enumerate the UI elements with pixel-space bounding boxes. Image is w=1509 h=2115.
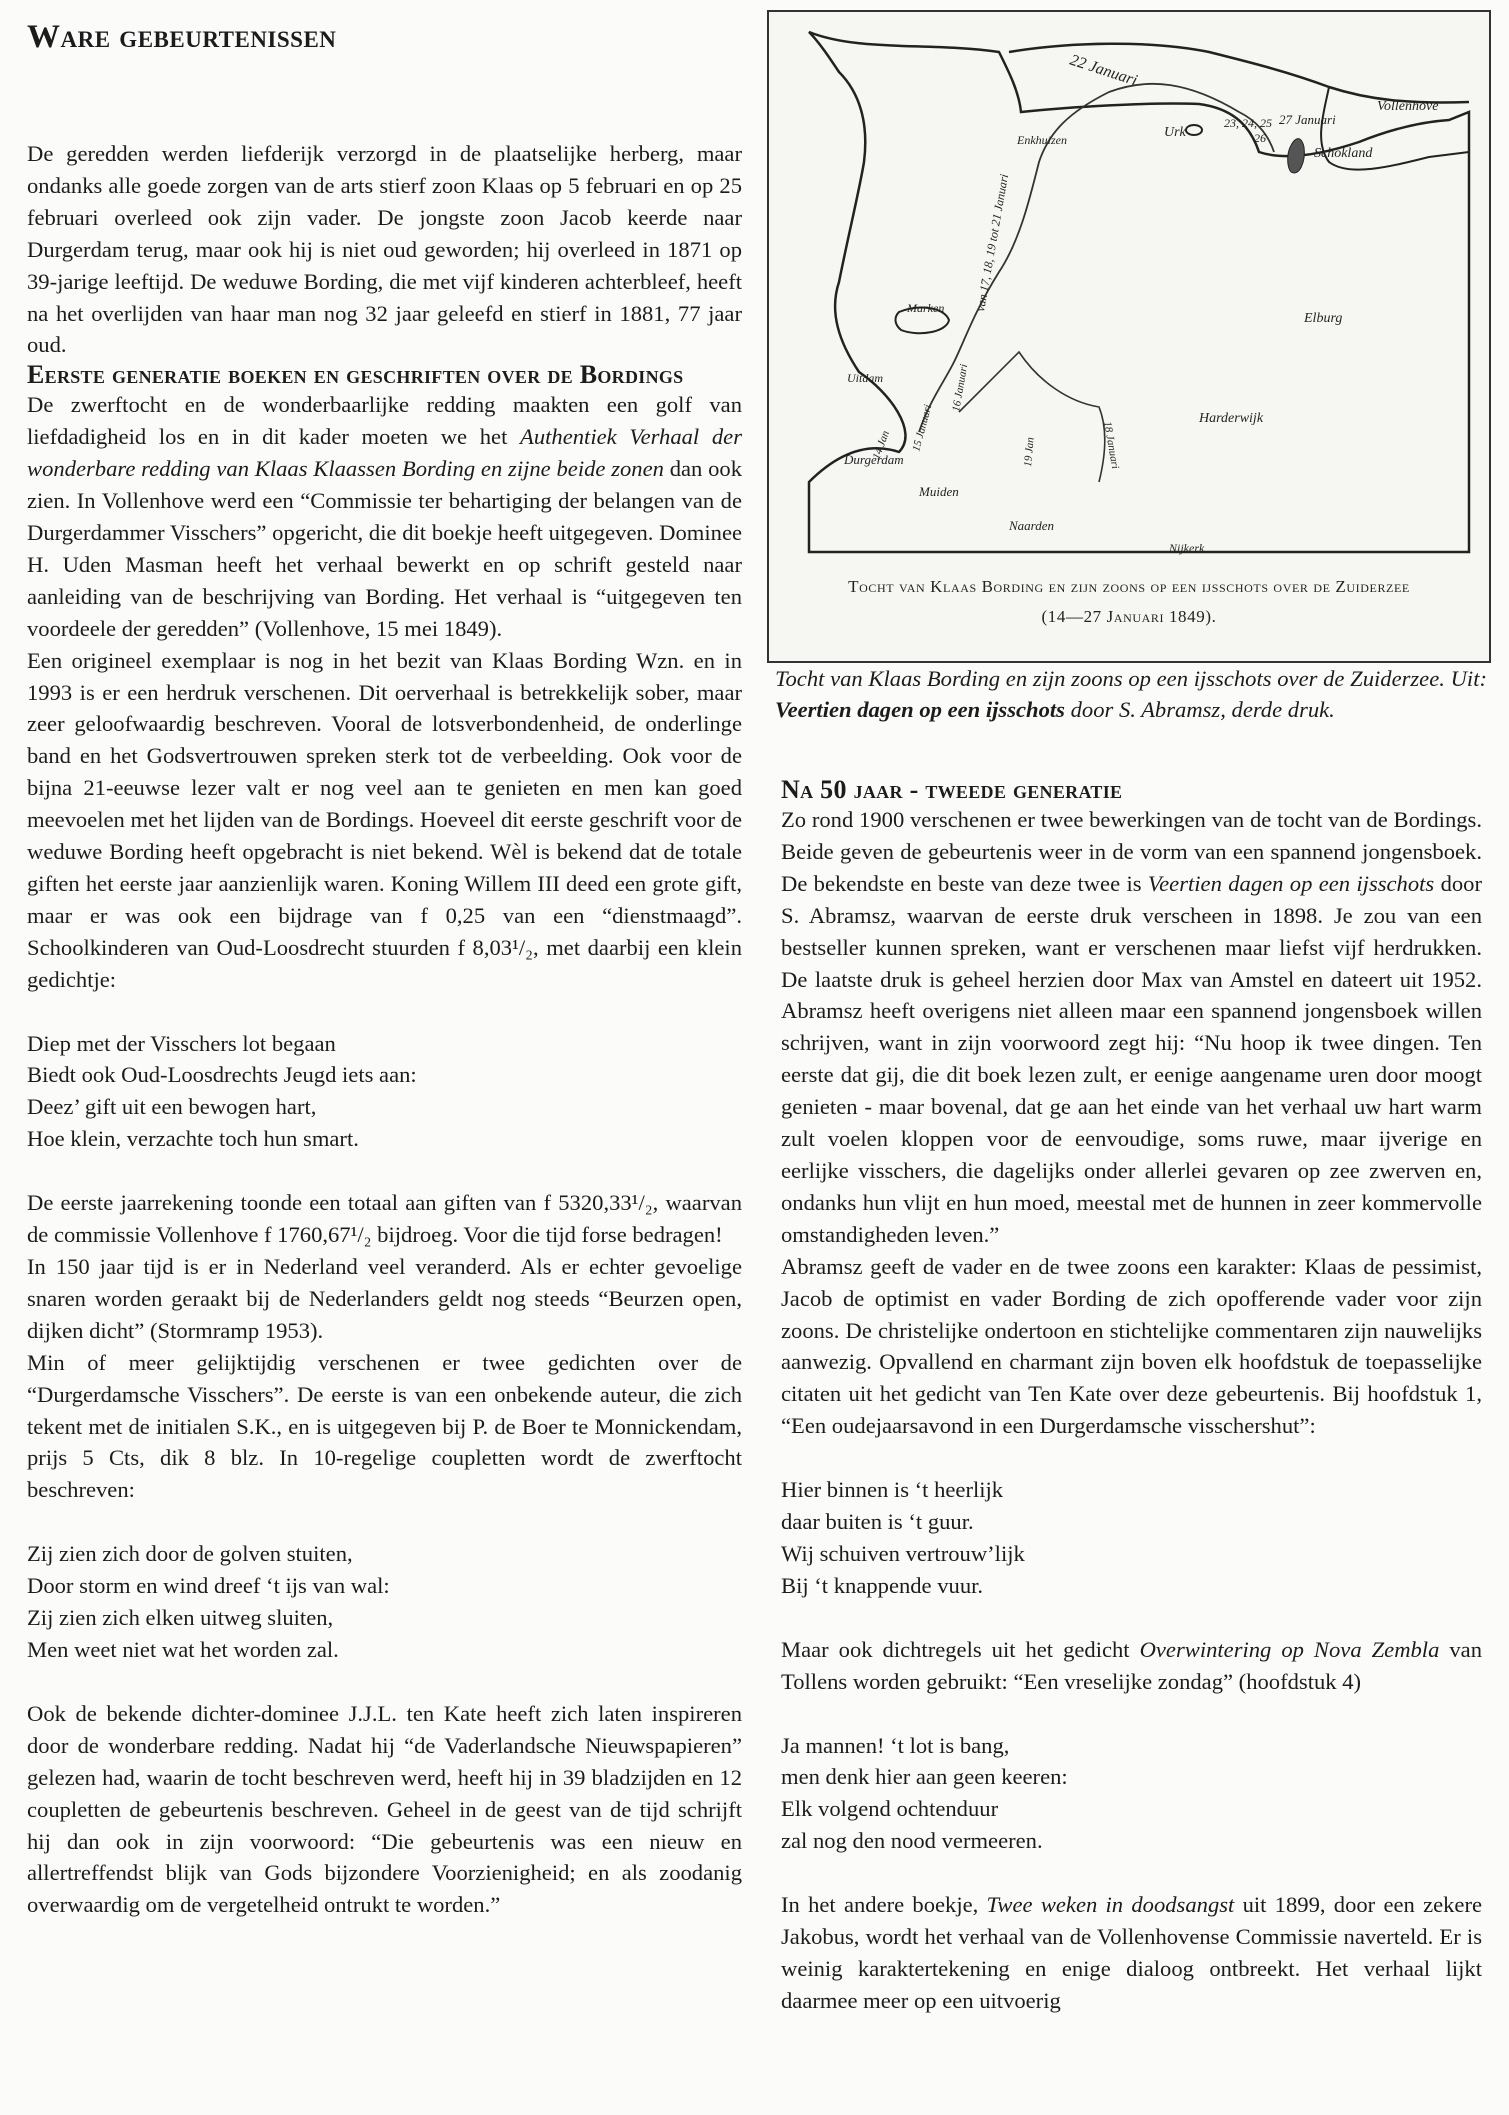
map-caption-line-1: Tocht van Klaas Bording en zijn zoons op een ijsschots over de Zuiderzee [848, 577, 1410, 596]
book-title-nova-zembla: Overwintering op Nova Zembla [1139, 1636, 1440, 1662]
map-inner-caption [789, 572, 1469, 632]
map-label-marken: Marken [907, 301, 945, 315]
poem-tollens [781, 1730, 1482, 1858]
poem-line: Hier binnen is ‘t heerlijk [781, 1477, 1004, 1503]
urk-island [1186, 125, 1202, 135]
poem-line: Diep met der Visschers lot begaan [27, 1030, 336, 1056]
map-figure [767, 10, 1491, 663]
figure-caption: Tocht van Klaas Bording en zijn zoons op een ijsschots over de Zuiderzee. Uit: Veertien dagen op een ijsschots door S. Abramsz, derde druk. [775, 666, 1487, 722]
map-label-enkhuizen: Enkhuizen [1017, 133, 1067, 147]
map-label-jan18: 18 Januari [1101, 420, 1122, 470]
map-label-jan15: 15 Januari [910, 403, 935, 453]
poem-line: Ja mannen! ‘t lot is bang, [781, 1732, 1010, 1758]
poem-line: Zij zien zich door de golven stuiten, [27, 1541, 353, 1567]
poem-sk [27, 1538, 742, 1666]
paragraph-gedichten: Min of meer gelijktijdig verschenen er twee gedichten over de “Durgerdamsche Visschers”. De eerste is van een onbekende auteur, die zich tekent met de initialen S.K., en is uitgegeven bij P. de Boer te Monnickendam, prijs 5 Cts, dik 8 blz. In 10-regelige coupletten wordt de zwerftocht beschreven: [27, 1349, 742, 1503]
map-label-urk: Urk [1164, 125, 1186, 140]
paragraph-tollens: Maar ook dichtregels uit het gedicht Overwintering op Nova Zembla van Tollens worden gebruikt: “Een vreselijke zondag” (hoofdstuk 4) [781, 1636, 1483, 1694]
poem-line: Deez’ gift uit een bewogen hart, [27, 1094, 317, 1120]
map-label-nijkerk: Nijkerk [1169, 541, 1205, 555]
map-label-muiden: Muiden [919, 484, 959, 499]
poem-line: daar buiten is ‘t guur. [781, 1509, 974, 1535]
map-label-durgerdam: Durgerdam [844, 452, 904, 467]
poem-line: Door storm en wind dreef ‘t ijs van wal: [27, 1573, 390, 1599]
paragraph-karakter: Abramsz geeft de vader en de twee zoons een karakter: Klaas de pessimist, Jacob de optimist en vader Bording de zich opofferende vader voor zijn zoons. De christelijke ondertoon en stichtelijke commentaren zijn nauwelijks aanwezig. Opvallend en charmant zijn boven elk hoofdstuk de toepasselijke citaten uit het gedicht van Ten Kate over deze gebeurtenis. Bij hoofdstuk 1, “Een oudejaarsavond in een Durgerdamsche visschershut”: [781, 1253, 1482, 1439]
poem-line: Hoe klein, verzachte toch hun smart. [27, 1126, 359, 1152]
poem-line: Wij schuiven vertrouw’lijk [781, 1540, 1025, 1566]
map-label-naarden: Naarden [1009, 518, 1055, 533]
schokland-island [1288, 139, 1305, 173]
intro-paragraph: De geredden werden liefderijk verzorgd in de plaatselijke herberg, maar ondanks alle goede zorgen van de arts stierf zoon Klaas op 5 februari en op 25 februari overleed ook zijn vader. De jongste zoon Jacob keerde naar Durgerdam terug, maar ook hij is niet oud geworden; hij overleed in 1871 op 39-jarige leeftijd. De weduwe Bording, die met vijf kinderen achterbleef, heeft na het overlijden van haar man nog 32 jaar geleefd en stierf in 1881, 77 jaar oud. [27, 141, 742, 358]
poem-line: Elk volgend ochtenduur [781, 1796, 999, 1822]
paragraph-twee-weken: In het andere boekje, Twee weken in doodsangst uit 1899, door een zekere Jakobus, wordt het verhaal van de Vollenhovense Commissie naverteld. Er is weinig karaktertekening en enige dialoog ontbreekt. Het verhaal lijkt daarmee meer op een uitvoerig [781, 1892, 1482, 2013]
map-label-vollenhove: Vollenhove [1377, 99, 1439, 114]
paragraph-bewerkingen: Zo rond 1900 verschenen er twee bewerkingen van de tocht van de Bordings. Beide geven de gebeurtenis weer in de vorm van een spannend jongensboek. De bekendste en beste van deze twee is Veertien dagen op een ijsschots door S. Abramsz, waarvan de eerste druk verscheen in 1898. Je zou van een bestseller kunnen spreken, want er verschenen maar liefst vijf herdrukken. De laatste druk is geheel herzien door Max van Amstel en dateert uit 1952. Abramsz heeft overigens niet alleen maar een spannend jongensboek willen schrijven, want in zijn voorwoord zegt hij: “Nu hoop ik twee dingen. Ten eerste dat gij, die dit boek lezen zult, er eenige aangename uren door moogt genieten - maar bovenal, dat ge aan het einde van het verhaal uw hart warm zult voelen kloppen voor de eenvoudige, soms ruwe, maar ijverige en eerlijke visschers, die dagelijks onder allerlei gevaren op zee zwerven en, ondanks hun vlijt en hun moed, meestal met de hunnen in zeer kommervolle omstandigheden leven.” [781, 807, 1482, 1247]
map-label-jan23: 23, 24, 25 [1224, 116, 1272, 130]
poem-line: Zij zien zich elken uitweg sluiten, [27, 1605, 334, 1631]
left-column [27, 138, 742, 1921]
map-label-jan14: 14 Jan [870, 429, 892, 462]
poem-line: Bij ‘t knappende vuur. [781, 1572, 984, 1598]
map-label-jan27: 27 Januari [1279, 112, 1336, 127]
poem-line: Biedt ook Oud-Loosdrechts Jeugd iets aan: [27, 1062, 417, 1088]
map-label-elburg: Elburg [1304, 311, 1343, 326]
right-column [781, 776, 1482, 2017]
paragraph-ten-kate: Ook de bekende dichter-dominee J.J.L. ten Kate heeft zich laten inspireren door de wonderbare redding. Nadat hij “de Vaderlandsche Nieuwspapieren” gelezen had, waarin de tocht beschreven werd, heeft hij in 39 bladzijden en 12 coupletten de gebeurtenis beschreven. Geheel in de geest van de tijd schrijft hij dan ook in zijn voorwoord: “Die gebeurtenis was een nieuw en allertreffendst blijk van Gods bijzondere Voorzienigheid; en als zoodanig overwaardig om de vergetelheid ontrukt te worden.” [27, 1700, 742, 1918]
coastline [809, 32, 1469, 552]
map-label-schokland: Schokland [1314, 146, 1373, 161]
paragraph-authentiek-verhaal: De zwerftocht en de wonderbaarlijke redding maakten een golf van liefdadigheid los en in dit kader moeten we het Authentiek Verhaal der wonderbare redding van Klaas Klaassen Bording en zijne beide zonen dan ook zien. In Vollenhove werd een “Commissie ter behartiging der belangen van de Durgerdammer Visschers” opgericht, die dit boekje heeft uitgegeven. Dominee H. Uden Masman heeft het verhaal bewerkt en op schrift gesteld naar aanleiding van de beschrijving van Bording. Het verhaal is “uitgegeven ten voordeele der geredden” (Vollenhove, 15 mei 1849). [27, 392, 743, 641]
poem-line: men denk hier aan geen keeren: [781, 1764, 1068, 1790]
map-label-jan22: 22 Januari [1067, 51, 1140, 90]
paragraph-jaarrekening: De eerste jaarrekening toonde een totaal aan giften van f 5320,33¹/₂, waarvan de commissie Vollenhove f 1760,67¹/₂ bijdroeg. Voor die tijd forse bedragen! [27, 1190, 742, 1248]
drift-path [919, 84, 1274, 432]
paragraph-herdruk: Een origineel exemplaar is nog in het bezit van Klaas Bording Wzn. en in 1993 is er een herdruk verschenen. Dit oerverhaal is betrekkelijk sober, maar zeer geloofwaardig beschreven. Vooral de lotsverbondenheid, de onderlinge band en het Godsvertrouwen spreken sterk tot de verbeelding. Ook voor de bijna 21-eeuwse lezer valt er nog veel aan te genieten en men kan goed meevoelen met het lijden van de Bordings. Hoeveel dit eerste geschrift voor de weduwe Bording heeft opgebracht is niet bekend. Wèl is bekend dat de totale giften het eerste jaar aanzienlijk waren. Koning Willem III deed een grote gift, maar er was ook een bijdrage van f 0,25 van een “dienstmaagd”. Schoolkinderen van Oud-Loosdrecht stuurden f 8,03¹/₂, met daarbij een klein gedichtje: [27, 647, 742, 992]
map-label-jan19: 19 Jan [1022, 436, 1037, 468]
book-title-authentiek-verhaal: Authentiek Verhaal der wonderbare redding van Klaas Klaassen Bording en zijne beide zonen [27, 424, 743, 482]
map-label-jan26: 26 [1254, 131, 1266, 145]
poem-ten-kate [781, 1474, 1482, 1602]
section-heading-first-generation: Eerste generatie boeken en geschriften over de Bordings [27, 360, 684, 390]
zuiderzee-map [769, 12, 1489, 572]
poem-line: zal nog den nood vermeeren. [781, 1828, 1043, 1854]
map-caption-line-2: (14—27 Januari 1849). [1041, 607, 1217, 626]
book-title-twee-weken: Twee weken in doodsangst [986, 1892, 1235, 1918]
paragraph-150-jaar: In 150 jaar tijd is er in Nederland veel veranderd. Als er echter gevoelige snaren worden geraakt bij de Nederlanders geldt nog steeds “Beurzen open, dijken dicht” (Stormramp 1953). [27, 1254, 742, 1343]
book-title-veertien-dagen: Veertien dagen op een ijsschots [1147, 870, 1435, 896]
map-label-jan17-21: van 17, 18, 19 tot 21 Januari [973, 172, 1012, 313]
map-label-harderwijk: Harderwijk [1199, 411, 1264, 426]
map-label-jan16: 16 Januari [950, 363, 971, 413]
page-title: Ware gebeurtenissen [27, 19, 337, 55]
poem-line: Men weet niet wat het worden zal. [27, 1636, 339, 1662]
figure-caption-book-title: Veertien dagen op een ijsschots [775, 697, 1065, 722]
map-label-uitdam: Uitdam [847, 371, 883, 385]
section-heading-second-generation: Na 50 jaar - tweede generatie [781, 775, 1123, 804]
poem-oud-loosdrecht [27, 1028, 742, 1156]
